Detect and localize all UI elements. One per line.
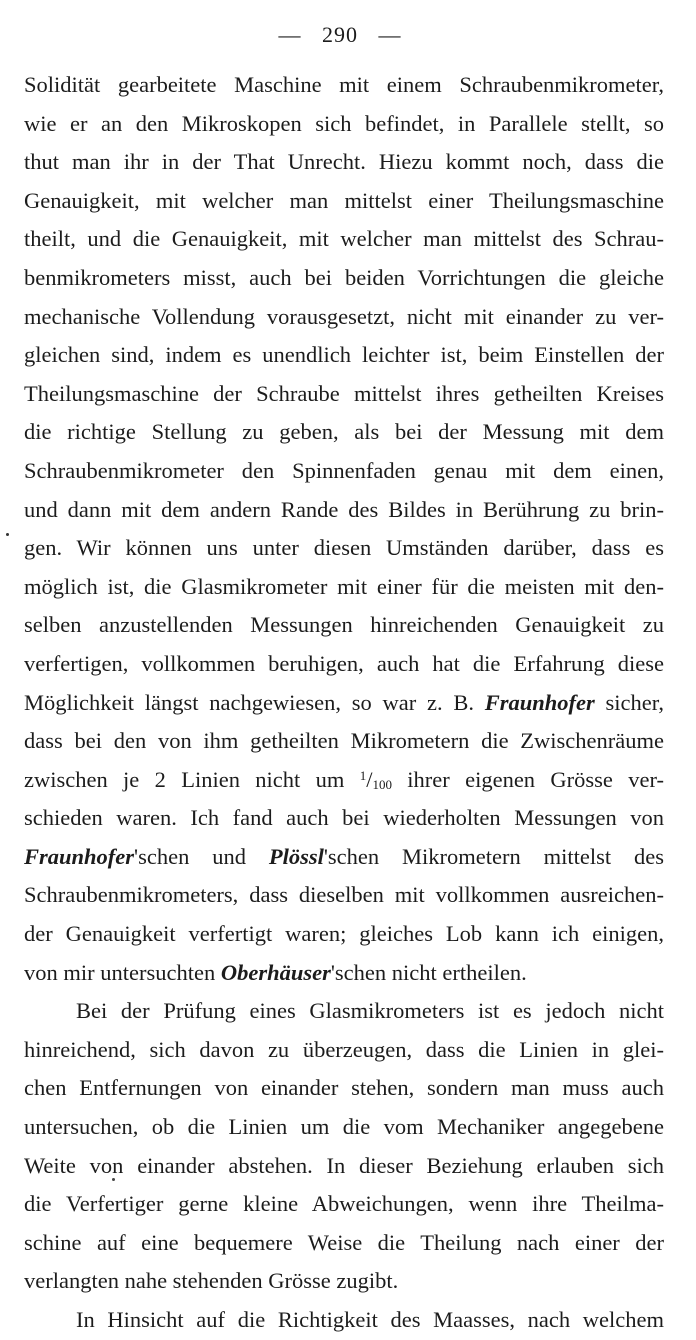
text-line	[24, 992, 664, 1031]
line-text: 'schen nicht ertheilen.	[330, 959, 527, 985]
fraction-denominator: 100	[372, 776, 392, 792]
name-emphasis: Oberhäuser	[220, 959, 331, 985]
page-number: 290	[322, 22, 358, 47]
text-line	[24, 182, 664, 221]
text-line	[24, 684, 664, 723]
line-text: der Genauigkeit verfertigt waren; gleiches Lob kann ich einigen,	[24, 921, 664, 947]
bottom-speck	[112, 1178, 115, 1181]
line-text: hinreichend, sich davon zu überzeugen, dass die Linien in glei-	[24, 1036, 664, 1062]
line-text: Genauigkeit, mit welcher man mittelst einer Theilungsmaschine	[24, 187, 664, 213]
text-line	[24, 66, 664, 105]
text-line	[24, 452, 664, 491]
line-text: sicher,	[594, 689, 664, 715]
line-text: Bei der Prüfung eines Glasmikrometers ist es jedoch nicht	[76, 998, 664, 1024]
line-text: 'schen Mikrometern mittelst des	[323, 843, 664, 869]
line-text: verfertigen, vollkommen beruhigen, auch hat die Erfahrung diese	[24, 650, 664, 676]
text-line	[24, 1224, 664, 1263]
text-line	[24, 568, 664, 607]
text-line	[24, 761, 664, 800]
line-text: möglich ist, die Glasmikrometer mit einer für die meisten mit den-	[24, 573, 664, 599]
text-line	[24, 722, 664, 761]
text-line	[24, 105, 664, 144]
text-line	[24, 1301, 664, 1340]
text-line	[24, 799, 664, 838]
text-line	[24, 838, 664, 877]
text-line	[24, 645, 664, 684]
text-line	[24, 876, 664, 915]
line-text: selben anzustellenden Messungen hinreichenden Genauigkeit zu	[24, 612, 664, 638]
line-text: Schraubenmikrometer den Spinnenfaden genau mit dem einen,	[24, 457, 664, 483]
text-line	[24, 1185, 664, 1224]
line-text: Weite von einander abstehen. In dieser Beziehung erlauben sich	[24, 1152, 664, 1178]
line-text: gleichen sind, indem es unendlich leichter ist, beim Einstellen der	[24, 342, 664, 368]
fraction-numerator: 1	[359, 767, 367, 783]
line-text: die richtige Stellung zu geben, als bei der Messung mit dem	[24, 419, 664, 445]
text-line	[24, 413, 664, 452]
line-text: mechanische Vollendung vorausgesetzt, nicht mit einander zu ver-	[24, 303, 664, 329]
text-line	[24, 491, 664, 530]
name-emphasis: Fraunhofer	[24, 843, 135, 869]
line-text: untersuchen, ob die Linien um die vom Mechaniker angegebene	[24, 1114, 664, 1140]
text-line	[24, 220, 664, 259]
line-text: schieden waren. Ich fand auch bei wiederholten Messungen von	[24, 805, 664, 831]
line-text: thut man ihr in der That Unrecht. Hiezu kommt noch, dass die	[24, 149, 664, 175]
line-text: die Verfertiger gerne kleine Abweichungen, wenn ihre Theilma-	[24, 1191, 664, 1217]
line-text: Theilungsmaschine der Schraube mittelst ihres getheilten Kreises	[24, 380, 664, 406]
text-line	[24, 1262, 664, 1301]
page-header	[0, 22, 680, 48]
line-text: und dann mit dem andern Rande des Bildes in Berührung zu brin-	[24, 496, 664, 522]
text-line	[24, 954, 664, 993]
line-text: verlangten nahe stehenden Grösse zugibt.	[24, 1268, 399, 1294]
header-dash-right: —	[378, 22, 402, 47]
line-text: benmikrometers misst, auch bei beiden Vorrichtungen die gleiche	[24, 264, 664, 290]
margin-speck	[6, 533, 9, 536]
line-text: von mir untersuchten	[24, 959, 221, 985]
line-text: schine auf eine bequemere Weise die Theilung nach einer der	[24, 1229, 664, 1255]
line-text: ihrer eigenen Grösse ver-	[391, 766, 664, 792]
text-line	[24, 259, 664, 298]
text-line	[24, 1147, 664, 1186]
text-line	[24, 1069, 664, 1108]
name-emphasis: Plössl	[268, 843, 324, 869]
line-text: chen Entfernungen von einander stehen, sondern man muss auch	[24, 1075, 664, 1101]
body-text	[24, 66, 664, 1340]
line-text: Solidität gearbeitete Maschine mit einem Schraubenmikrometer,	[24, 72, 664, 97]
text-line	[24, 336, 664, 375]
line-text: gen. Wir können uns unter diesen Umständen darüber, dass es	[24, 535, 664, 561]
fraction	[360, 767, 392, 792]
text-line	[24, 375, 664, 414]
line-text: theilt, und die Genauigkeit, mit welcher man mittelst des Schrau-	[24, 226, 664, 252]
line-text: zwischen je 2 Linien nicht um	[24, 766, 360, 792]
line-text: dass bei den von ihm getheilten Mikrometern die Zwischenräume	[24, 728, 664, 754]
line-text: 'schen und	[134, 843, 269, 869]
fraction-slash: /	[366, 766, 373, 792]
text-line	[24, 143, 664, 182]
name-emphasis: Fraunhofer	[484, 689, 595, 715]
text-line	[24, 1108, 664, 1147]
header-dash-left: —	[278, 22, 302, 47]
line-text: In Hinsicht auf die Richtigkeit des Maasses, nach welchem	[76, 1307, 664, 1332]
text-line	[24, 606, 664, 645]
text-line	[24, 915, 664, 954]
text-line	[24, 1031, 664, 1070]
line-text: Schraubenmikrometers, dass dieselben mit vollkommen ausreichen-	[24, 882, 664, 908]
line-text: Möglichkeit längst nachgewiesen, so war z. B.	[24, 689, 485, 715]
text-line	[24, 298, 664, 337]
text-line	[24, 529, 664, 568]
line-text: wie er an den Mikroskopen sich befindet, in Parallele stellt, so	[24, 110, 664, 136]
